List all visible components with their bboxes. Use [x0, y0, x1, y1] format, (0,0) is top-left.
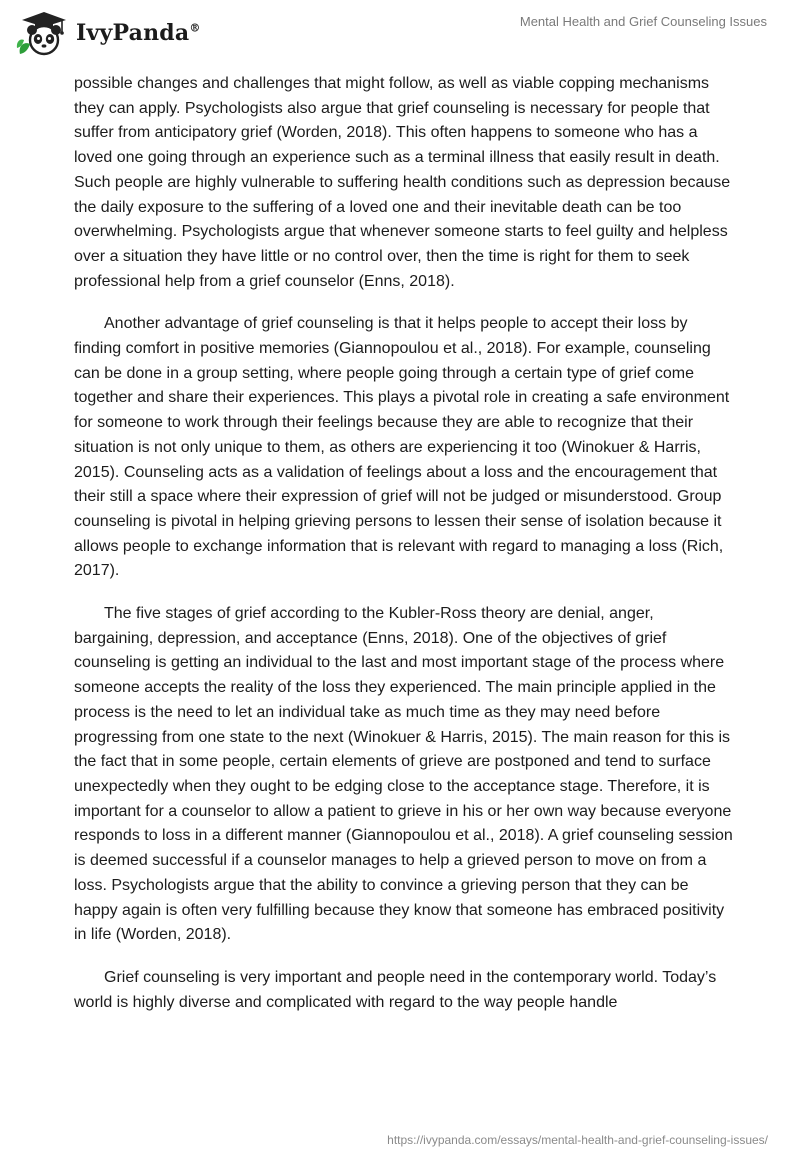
brand-name: IvyPanda®	[76, 20, 201, 46]
paragraph-3: The five stages of grief according to the Kubler-Ross theory are denial, anger, bargaining, depression, and acceptance (Enns, 2018). One of the objectives of grief counseling is getting an individual to the last and most important stage of the process where someone accepts the reality of the loss they experienced. The main principle applied in the process is the need to let an individual take as much time as they may need before progressing from one state to the next (Winokuer & Harris, 2015). The main reason for this is the fact that in some people, certain elements of grieve are postponed and tend to surface unexpectedly when they ought to be edging close to the acceptance stage. Therefore, it is important for a counselor to allow a patient to grieve in his or her own way because everyone responds to loss in a different manner (Giannopoulou et al., 2018). A grief counseling session is deemed successful if a counselor manages to help a grieved person to move on from a loss. Psychologists argue that the ability to convince a grieving person that they can be happy again is often very fulfilling because they know that someone has embraced positivity in life (Worden, 2018).	[74, 605, 733, 944]
paragraph-4: Grief counseling is very important and people need in the contemporary world. Today’s world is highly diverse and complicated with regard to the way people handle	[74, 968, 717, 1011]
registered-mark: ®	[189, 21, 201, 35]
paragraph-2: Another advantage of grief counseling is that it helps people to accept their loss by finding comfort in positive memories (Giannopoulou et al., 2018). For example, counseling can be done in a group setting, where people going through a certain type of grief come together and share their experiences. This plays a pivotal role in creating a safe environment for someone to work through their feelings because they are able to recognize that their situation is not only unique to them, as others are experiencing it too (Winokuer & Harris, 2015). Counseling acts as a validation of feelings about a loss and the encouragement that their still a space where their expression of grief will not be judged or misunderstood. Group counseling is pivotal in helping grieving persons to lessen their sense of isolation because it allows people to exchange information that is relevant with regard to managing a loss (Rich, 2017).	[74, 315, 730, 580]
essay-body	[74, 72, 734, 1033]
source-url-link[interactable]: https://ivypanda.com/essays/mental-health-and-grief-counseling-issues/	[387, 1133, 768, 1147]
ivypanda-logo[interactable]	[14, 8, 201, 58]
paragraph-1: possible changes and challenges that might follow, as well as viable copping mechanisms they can apply. Psychologists also argue that grief counseling is necessary for people that suffer from anticipatory grief (Worden, 2018). This often happens to someone who has a loved one going through an experience such as a terminal illness that easily result in death. Such people are highly vulnerable to suffering health conditions such as depression because the daily exposure to the suffering of a loved one and their inevitable death can be too overwhelming. Psychologists argue that whenever someone starts to feel guilty and helpless over a situation they have little or no control over, then the time is right for them to seek professional help from a grief counselor (Enns, 2018).	[74, 75, 731, 290]
page-header	[0, 0, 800, 70]
panda-logo-icon	[14, 8, 70, 58]
document-title: Mental Health and Grief Counseling Issues	[519, 14, 767, 29]
